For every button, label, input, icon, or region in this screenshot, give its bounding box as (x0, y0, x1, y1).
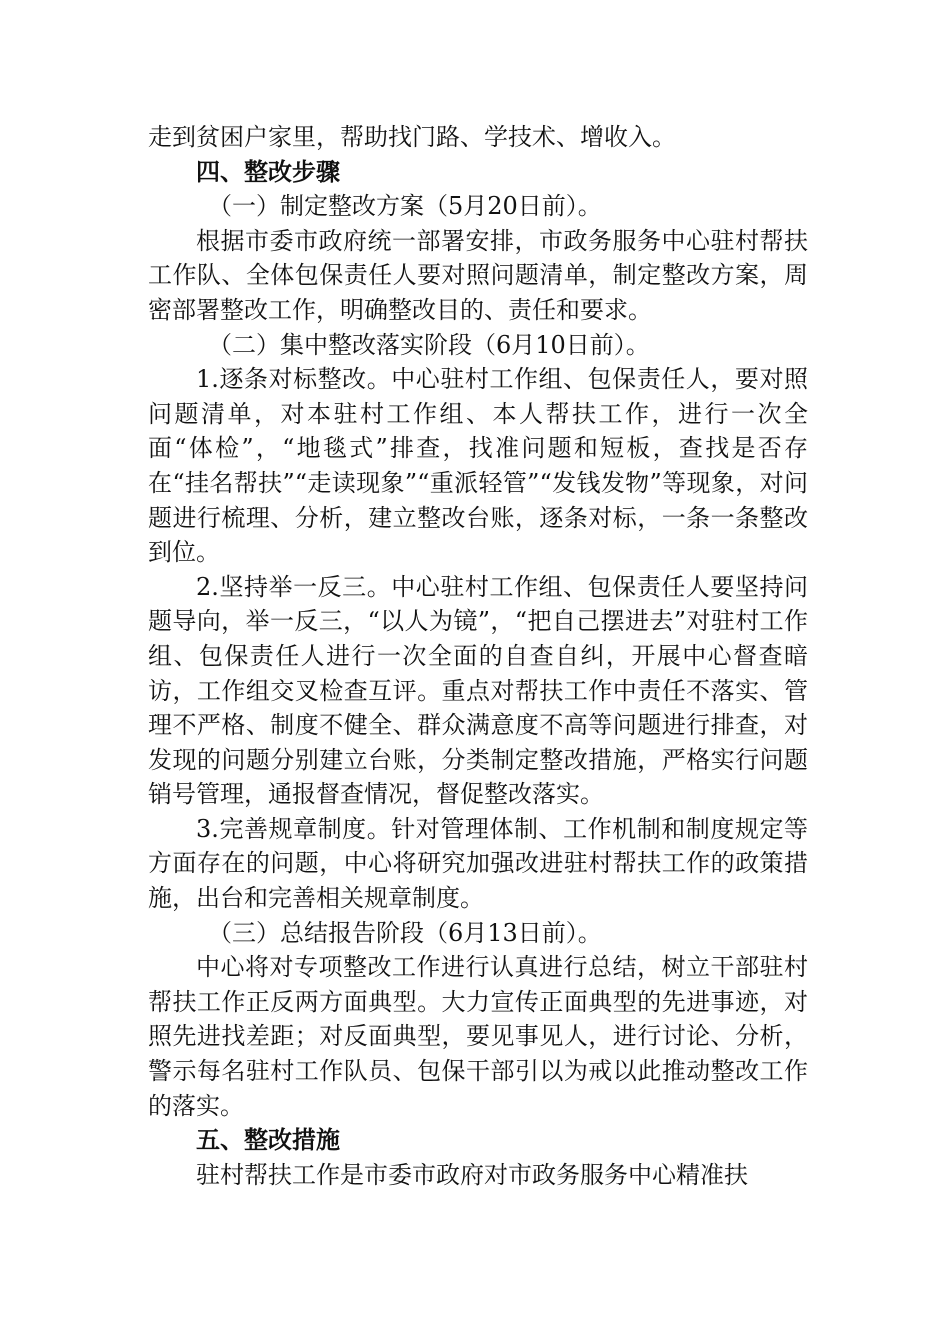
list-item-regulations: 3.完善规章制度。针对管理体制、工作机制和制度规定等方面存在的问题，中心将研究加强改进驻村帮扶工作的政策措施，出台和完善相关规章制度。 (148, 814, 808, 913)
list-item-inference: 2.坚持举一反三。中心驻村工作组、包保责任人要坚持问题导向，举一反三，“以人为镜”，“把自己摆进去”对驻村工作组、包保责任人进行一次全面的自查自纠，开展中心督查暗访，工作组交叉检查互评。重点对帮扶工作中责任不落实、管理不严格、制度不健全、群众满意度不高等问题进行排查，对发现的问题分别建立台账，分类制定整改措施，严格实行问题销号管理，通报督查情况，督促整改落实。 (148, 572, 808, 809)
subheading-implementation: （二）集中整改落实阶段（6月10日前）。 (208, 330, 650, 359)
section-heading-steps: 四、整改步骤 (196, 157, 340, 186)
subheading-plan: （一）制定整改方案（5月20日前）。 (208, 192, 602, 221)
list-item-benchmark: 1.逐条对标整改。中心驻村工作组、包保责任人，要对照问题清单，对本驻村工作组、本人帮扶工作，进行一次全面“体检”，“地毯式”排查，找准问题和短板，查找是否存在“挂名帮扶”“走读现象”“重派轻管”“发钱发物”等现象，对问题进行梳理、分析，建立整改台账，逐条对标，一条一条整改到位。 (148, 365, 808, 567)
paragraph-plan: 根据市委市政府统一部署安排，市政务服务中心驻村帮扶工作队、全体包保责任人要对照问题清单，制定整改方案，周密部署整改工作，明确整改目的、责任和要求。 (148, 226, 808, 324)
paragraph-summary: 中心将对专项整改工作进行认真进行总结，树立干部驻村帮扶工作正反两方面典型。大力宣传正面典型的先进事迹，对照先进找差距；对反面典型，要见事见人，进行讨论、分析，警示每名驻村工作队员、包保干部引以为戒以此推动整改工作的落实。 (148, 953, 808, 1120)
document-page (148, 120, 808, 1192)
paragraph-measures: 驻村帮扶工作是市委市政府对市政务服务中心精准扶 (196, 1160, 748, 1189)
subheading-summary: （三）总结报告阶段（6月13日前）。 (208, 918, 602, 947)
paragraph-continuation: 走到贫困户家里，帮助找门路、学技术、增收入。 (148, 123, 676, 151)
section-heading-measures: 五、整改措施 (196, 1126, 340, 1155)
